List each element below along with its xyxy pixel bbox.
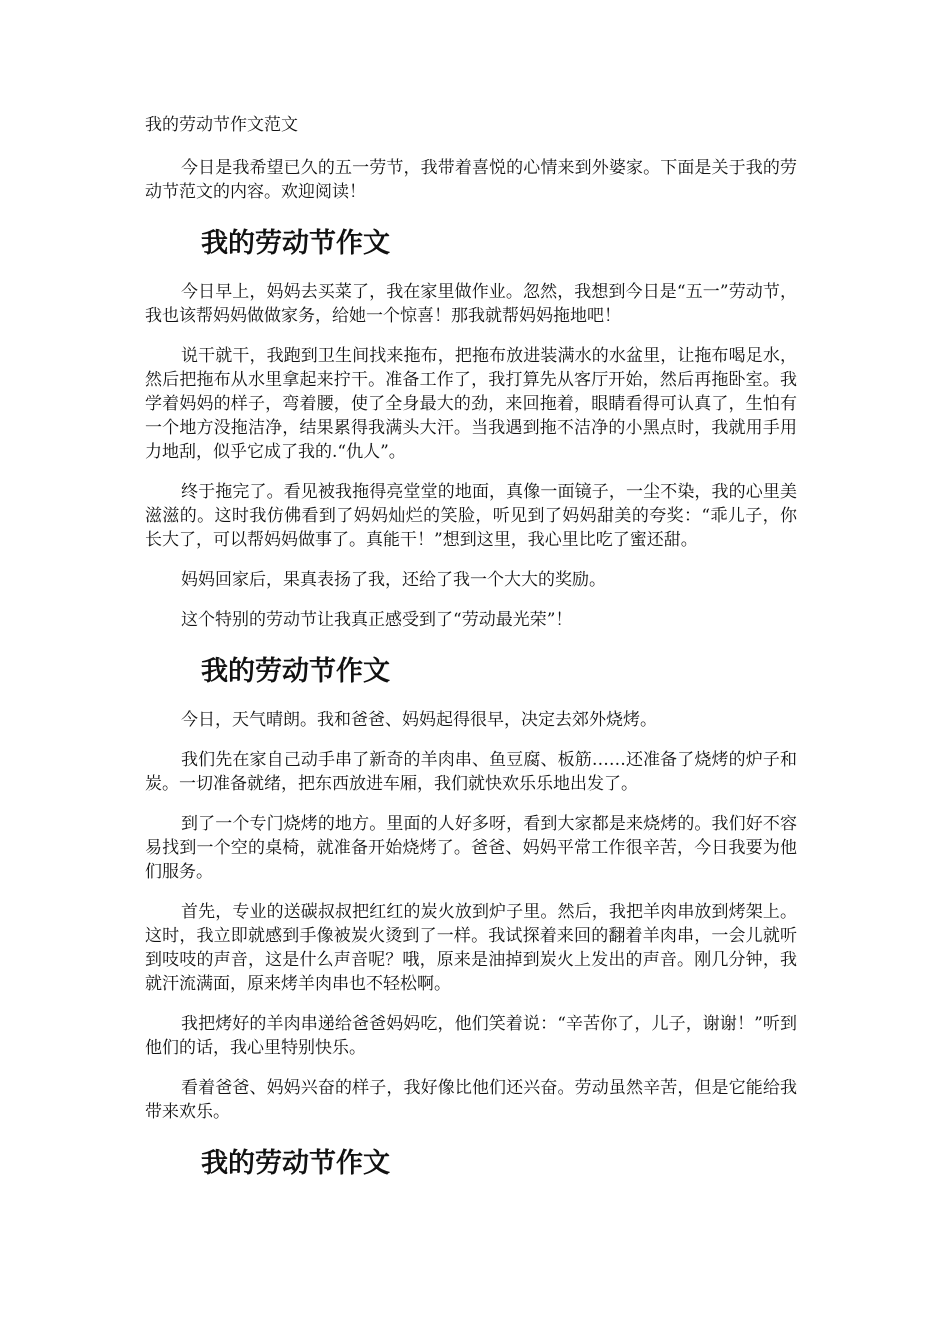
paragraph: 这个特别的劳动节让我真正感受到了“劳动最光荣”！ xyxy=(181,610,573,630)
paragraph: 今日，天气晴朗。我和爸爸、妈妈起得很早，决定去郊外烧烤。 xyxy=(181,710,657,730)
paragraph: 看着爸爸、妈妈兴奋的样子，我好像比他们还兴奋。劳动虽然辛苦，但是它能给我带来欢乐。 xyxy=(145,1078,797,1122)
document-title: 我的劳动节作文范文 xyxy=(145,115,298,135)
paragraph: 说干就干，我跑到卫生间找来拖布，把拖布放进装满水的水盆里，让拖布喝足水，然后把拖布从水里拿起来拧干。准备工作了，我打算先从客厅开始，然后再拖卧室。我学着妈妈的样子，弯着腰，使了全身最大的劲，来回拖着，眼睛看得可认真了，生怕有一个地方没拖洁净，结果累得我满头大汗。当我遇到拖不洁净的小黑点时，我就用手用力地刮，似乎它成了我的.“仇人”。 xyxy=(145,346,797,462)
paragraph: 我把烤好的羊肉串递给爸爸妈妈吃，他们笑着说：“辛苦你了，儿子，谢谢！”听到他们的话，我心里特别快乐。 xyxy=(145,1014,797,1058)
document-page xyxy=(145,112,797,1200)
paragraph: 妈妈回家后，果真表扬了我，还给了我一个大大的奖励。 xyxy=(181,570,606,590)
paragraph: 我们先在家自己动手串了新奇的羊肉串、鱼豆腐、板筋……还准备了烧烤的炉子和炭。一切准备就绪，把东西放进车厢，我们就快欢乐乐地出发了。 xyxy=(145,750,797,794)
section-heading: 我的劳动节作文 xyxy=(201,228,390,259)
section-heading: 我的劳动节作文 xyxy=(201,656,390,687)
section-heading: 我的劳动节作文 xyxy=(201,1148,390,1179)
paragraph: 首先，专业的送碳叔叔把红红的炭火放到炉子里。然后，我把羊肉串放到烤架上。这时，我立即就感到手像被炭火烫到了一样。我试探着来回的翻着羊肉串，一会儿就听到吱吱的声音，这是什么声音呢？哦，原来是油掉到炭火上发出的声音。刚几分钟，我就汗流满面，原来烤羊肉串也不轻松啊。 xyxy=(145,902,797,994)
paragraph: 今日早上，妈妈去买菜了，我在家里做作业。忽然，我想到今日是“五一”劳动节，我也该帮妈妈做做家务，给她一个惊喜！那我就帮妈妈拖地吧！ xyxy=(145,282,797,326)
essay-1 xyxy=(145,226,797,632)
essay-2 xyxy=(145,654,797,1124)
essay-3 xyxy=(145,1146,797,1182)
paragraph: 终于拖完了。看见被我拖得亮堂堂的地面，真像一面镜子，一尘不染，我的心里美滋滋的。这时我仿佛看到了妈妈灿烂的笑脸，听见到了妈妈甜美的夸奖：“乖儿子，你长大了，可以帮妈妈做事了。真能干！”想到这里，我心里比吃了蜜还甜。 xyxy=(145,482,797,550)
intro-paragraph: 今日是我希望已久的五一劳节，我带着喜悦的心情来到外婆家。下面是关于我的劳动节范文的内容。欢迎阅读！ xyxy=(145,158,797,202)
paragraph: 到了一个专门烧烤的地方。里面的人好多呀，看到大家都是来烧烤的。我们好不容易找到一个空的桌椅，就准备开始烧烤了。爸爸、妈妈平常工作很辛苦，今日我要为他们服务。 xyxy=(145,814,797,882)
